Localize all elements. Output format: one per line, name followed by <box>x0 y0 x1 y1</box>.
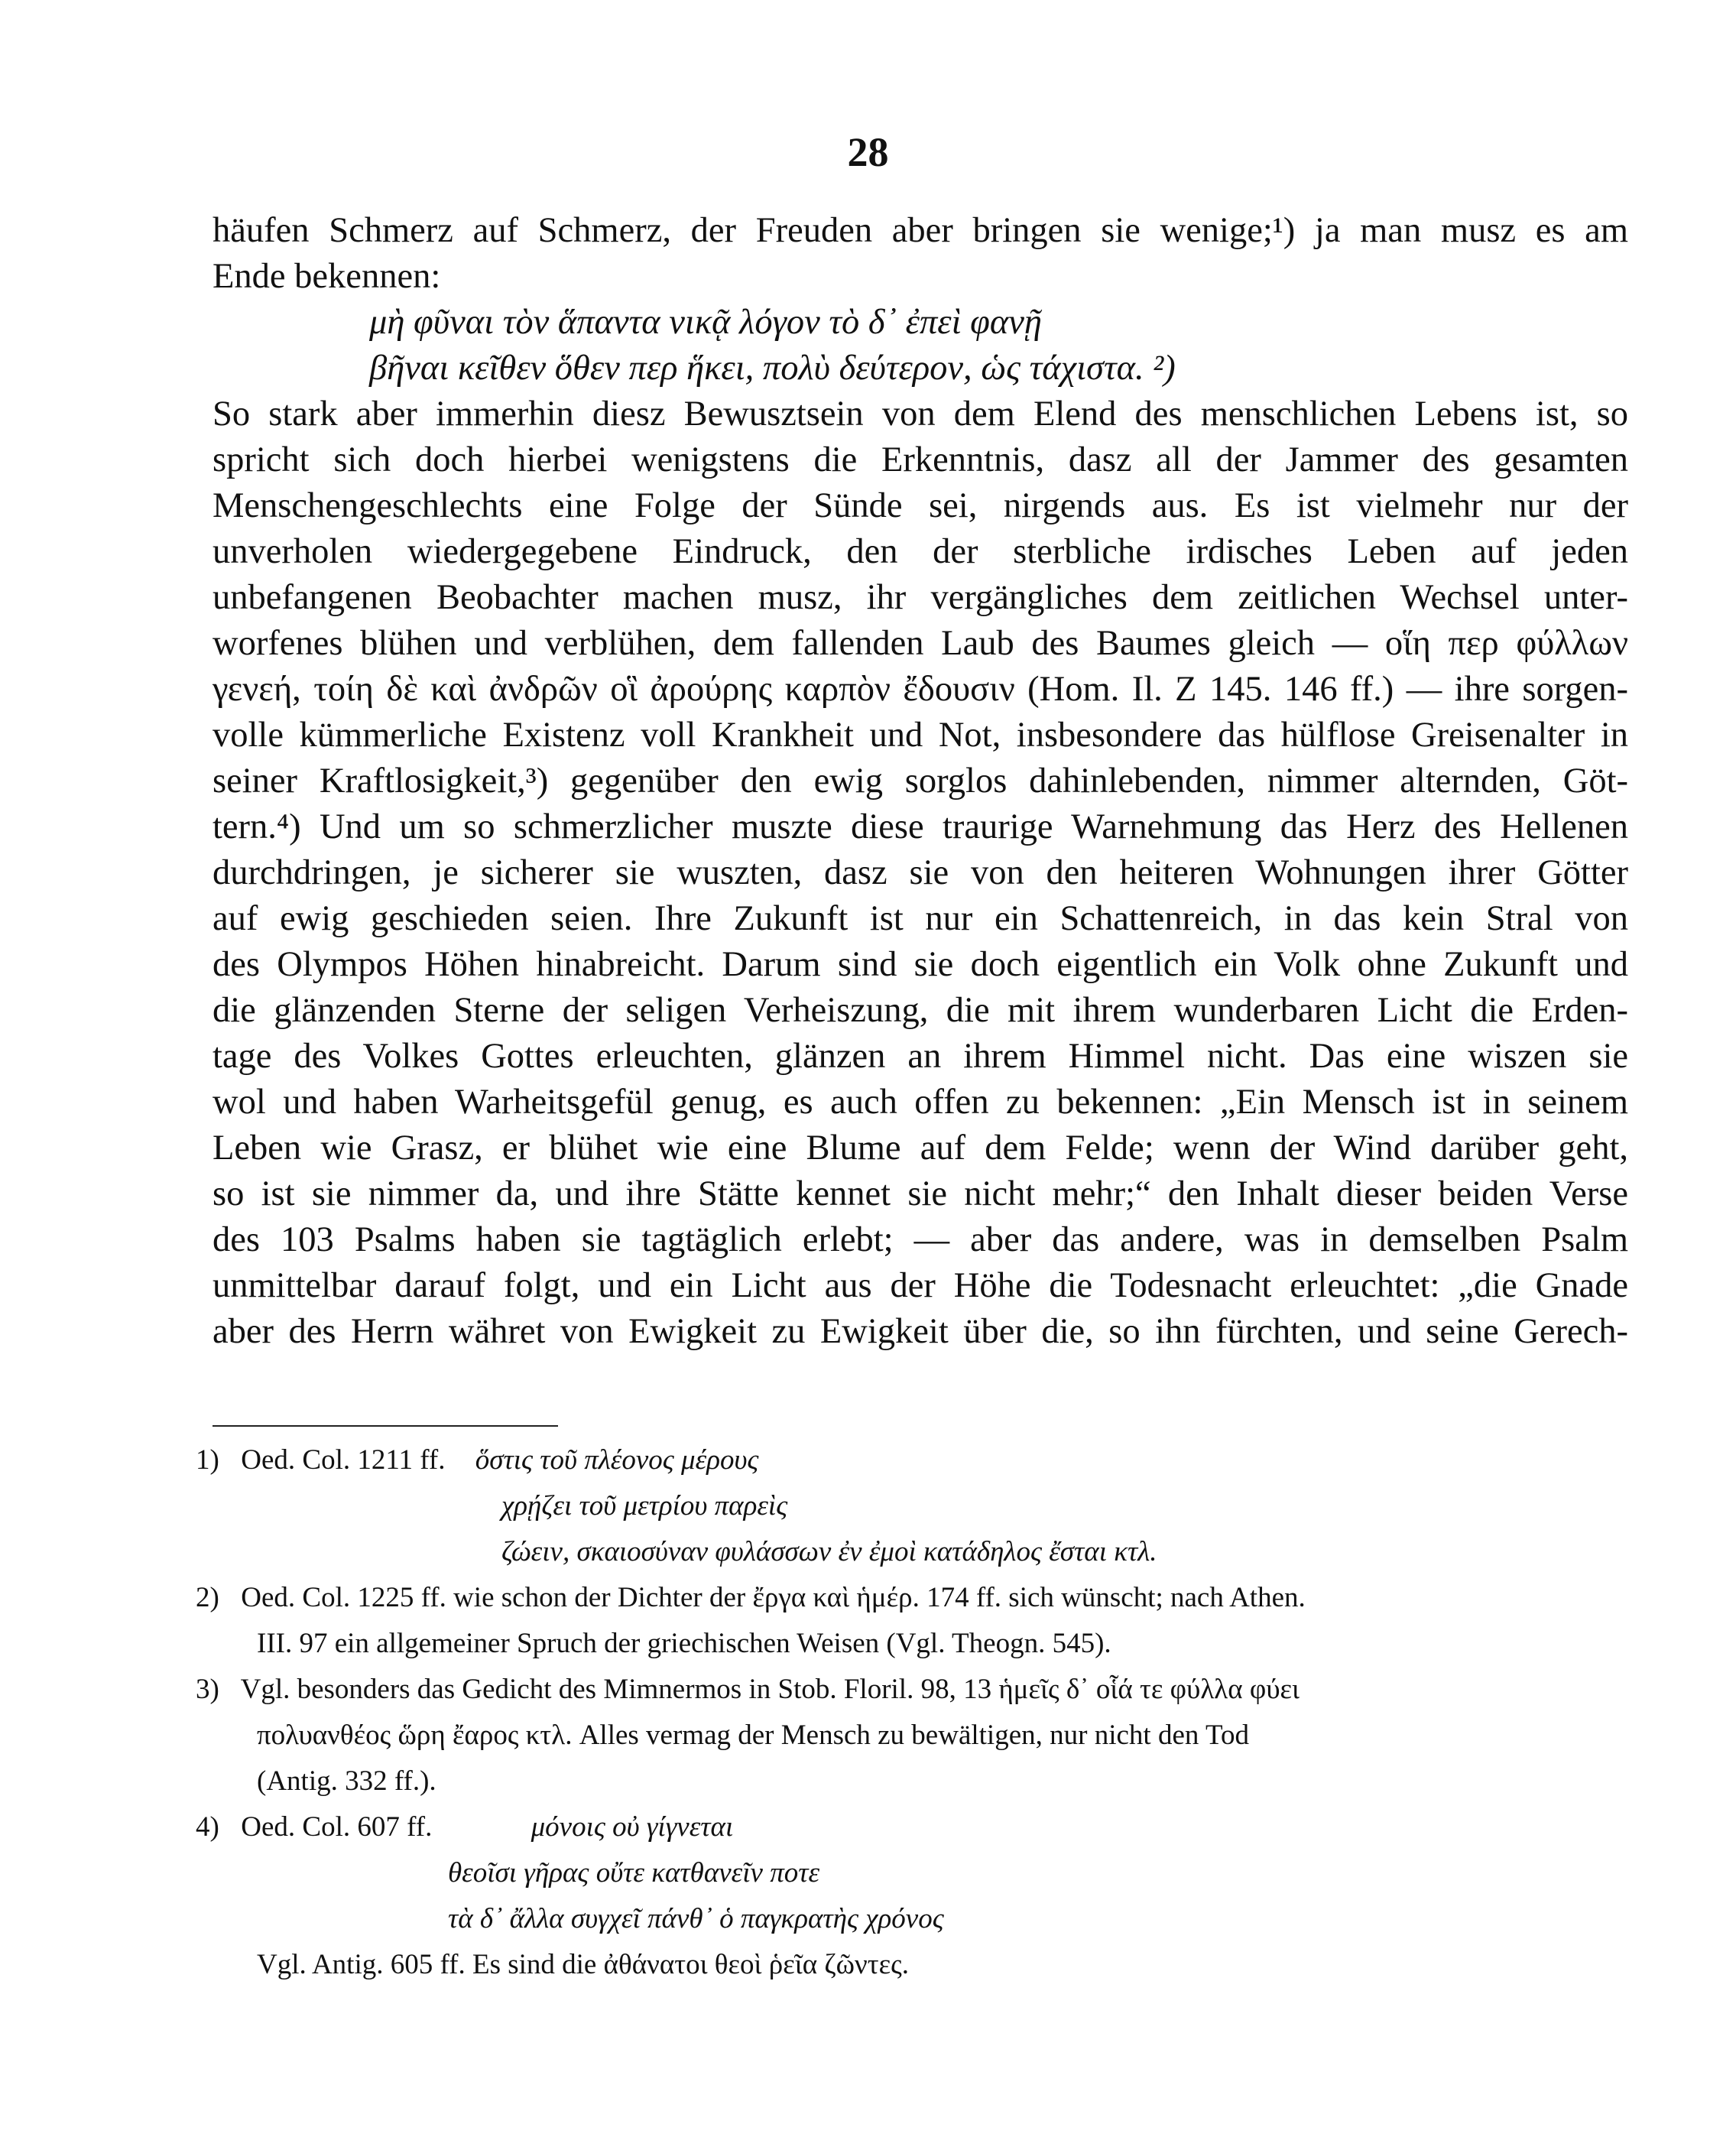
text-line: aber des Herrn währet von Ewigkeit zu Ewigkeit über die, so ihn fürchten, und seine Gerech- <box>213 1312 1628 1351</box>
footnote-text: Vgl. Antig. 605 ff. Es sind die ἀθάνατοι θεοὶ ῥεῖα ζῶντες. <box>257 1949 910 1980</box>
text-line: des 103 Psalms haben sie tagtäglich erlebt; — aber das andere, was in demselben Psalm <box>213 1220 1628 1259</box>
text-line: Menschengeschlechts eine Folge der Sünde sei, nirgends aus. Es ist vielmehr nur der <box>213 486 1628 525</box>
footnote-1 <box>196 1437 1633 1575</box>
footnote-2 <box>196 1575 1633 1667</box>
greek-quote-line: μὴ φῦναι τὸν ἅπαντα νικᾷ λόγον τὸ δ᾽ ἐπεὶ φανῇ <box>369 303 1042 342</box>
text-line: volle kümmerliche Existenz voll Krankheit und Not, insbesondere das hülflose Greisenalter in <box>213 716 1628 755</box>
text-line: γενεή, τοίη δὲ καὶ ἀνδρῶν οἳ ἀρούρης καρπὸν ἔδουσιν (Hom. Il. Ζ 145. 146 ff.) — ihre sorgen- <box>213 670 1628 709</box>
text-line: spricht sich doch hierbei wenigstens die Erkenntnis, dasz all der Jammer des gesamten <box>213 440 1628 479</box>
footnote-greek: μόνοις οὐ γίγνεται <box>531 1811 734 1843</box>
text-line: häufen Schmerz auf Schmerz, der Freuden aber bringen sie wenige;¹) ja man musz es am <box>213 211 1628 250</box>
page-number: 28 <box>847 129 889 175</box>
footnote-label: 3) <box>196 1674 219 1705</box>
footnote-ref: Oed. Col. 607 ff. <box>241 1811 433 1843</box>
footnote-text: (Antig. 332 ff.). <box>257 1765 436 1797</box>
text-line: durchdringen, je sicherer sie wuszten, dasz sie von den heiteren Wohnungen ihrer Götter <box>213 853 1628 892</box>
footnote-text: III. 97 ein allgemeiner Spruch der griechischen Weisen (Vgl. Theogn. 545). <box>257 1628 1111 1659</box>
text-line: auf ewig geschieden seien. Ihre Zukunft ist nur ein Schattenreich, in das kein Stral von <box>213 899 1628 938</box>
footnote-4 <box>196 1804 1633 1988</box>
footnote-label: 2) <box>196 1582 219 1613</box>
footnote-text: Oed. Col. 1225 ff. wie schon der Dichter der ἔργα καὶ ἡμέρ. 174 ff. sich wünscht; nach Athen. <box>241 1582 1306 1613</box>
footnote-3 <box>196 1667 1633 1804</box>
text-line: unmittelbar darauf folgt, und ein Licht aus der Höhe die Todesnacht erleuchtet: „die Gnade <box>213 1266 1628 1305</box>
footnote-greek: θεοῖσι γῆρας οὔτε κατθανεῖν ποτε <box>448 1857 820 1889</box>
text-line: so ist sie nimmer da, und ihre Stätte kennet sie nicht mehr;“ den Inhalt dieser beiden Verse <box>213 1174 1628 1213</box>
text-line: Leben wie Grasz, er blühet wie eine Blume auf dem Felde; wenn der Wind darüber geht, <box>213 1129 1628 1168</box>
footnote-divider <box>213 1425 558 1427</box>
text-line: wol und haben Warheitsgefül genug, es auch offen zu bekennen: „Ein Mensch ist in seinem <box>213 1083 1628 1122</box>
main-text <box>213 208 1628 1355</box>
footnote-text: Vgl. besonders das Gedicht des Mimnermos in Stob. Floril. 98, 13 ἡμεῖς δ᾽ οἷά τε φύλλα φύει <box>240 1674 1300 1705</box>
text-line: tage des Volkes Gottes erleuchten, glänzen an ihrem Himmel nicht. Das eine wiszen sie <box>213 1037 1628 1076</box>
footnote-text: πολυανθέος ὥρη ἔαρος κτλ. Alles vermag der Mensch zu bewältigen, nur nicht den Tod <box>257 1720 1249 1751</box>
text-line: seiner Kraftlosigkeit,³) gegenüber den ewig sorglos dahinlebenden, nimmer alternden, Göt- <box>213 762 1628 801</box>
text-line: unbefangenen Beobachter machen musz, ihr vergängliches dem zeitlichen Wechsel unter- <box>213 578 1628 617</box>
footnotes <box>196 1437 1633 1988</box>
text-line: die glänzenden Sterne der seligen Verheiszung, die mit ihrem wunderbaren Licht die Erden- <box>213 991 1628 1030</box>
footnote-greek: χρῄζει τοῦ μετρίου παρεὶς <box>501 1490 788 1522</box>
footnote-greek: τὰ δ᾽ ἄλλα συγχεῖ πάνθ᾽ ὁ παγκρατὴς χρόνος <box>448 1903 944 1934</box>
text-line: worfenes blühen und verblühen, dem fallenden Laub des Baumes gleich — οἵη περ φύλλων <box>213 624 1628 663</box>
text-line: So stark aber immerhin diesz Bewusztsein von dem Elend des menschlichen Lebens ist, so <box>213 395 1628 434</box>
greek-quote-line: βῆναι κεῖθεν ὅθεν περ ἥκει, πολὺ δεύτερον, ὡς τάχιστα. ²) <box>369 349 1176 388</box>
text-line: Ende bekennen: <box>213 257 441 296</box>
footnote-label: 4) <box>196 1811 219 1843</box>
footnote-greek: ζώειν, σκαιοσύναν φυλάσσων ἐν ἐμοὶ κατάδηλος ἔσται κτλ. <box>501 1536 1157 1567</box>
footnote-ref: Oed. Col. 1211 ff. <box>241 1444 446 1476</box>
footnote-label: 1) <box>196 1444 219 1476</box>
text-line: tern.⁴) Und um so schmerzlicher muszte diese traurige Warnehmung das Herz des Hellenen <box>213 807 1628 846</box>
text-line: unverholen wiedergegebene Eindruck, den der sterbliche irdisches Leben auf jeden <box>213 532 1628 571</box>
footnote-greek: ὅστις τοῦ πλέονος μέρους <box>475 1444 759 1476</box>
text-line: des Olympos Höhen hinabreicht. Darum sind sie doch eigentlich ein Volk ohne Zukunft und <box>213 945 1628 984</box>
